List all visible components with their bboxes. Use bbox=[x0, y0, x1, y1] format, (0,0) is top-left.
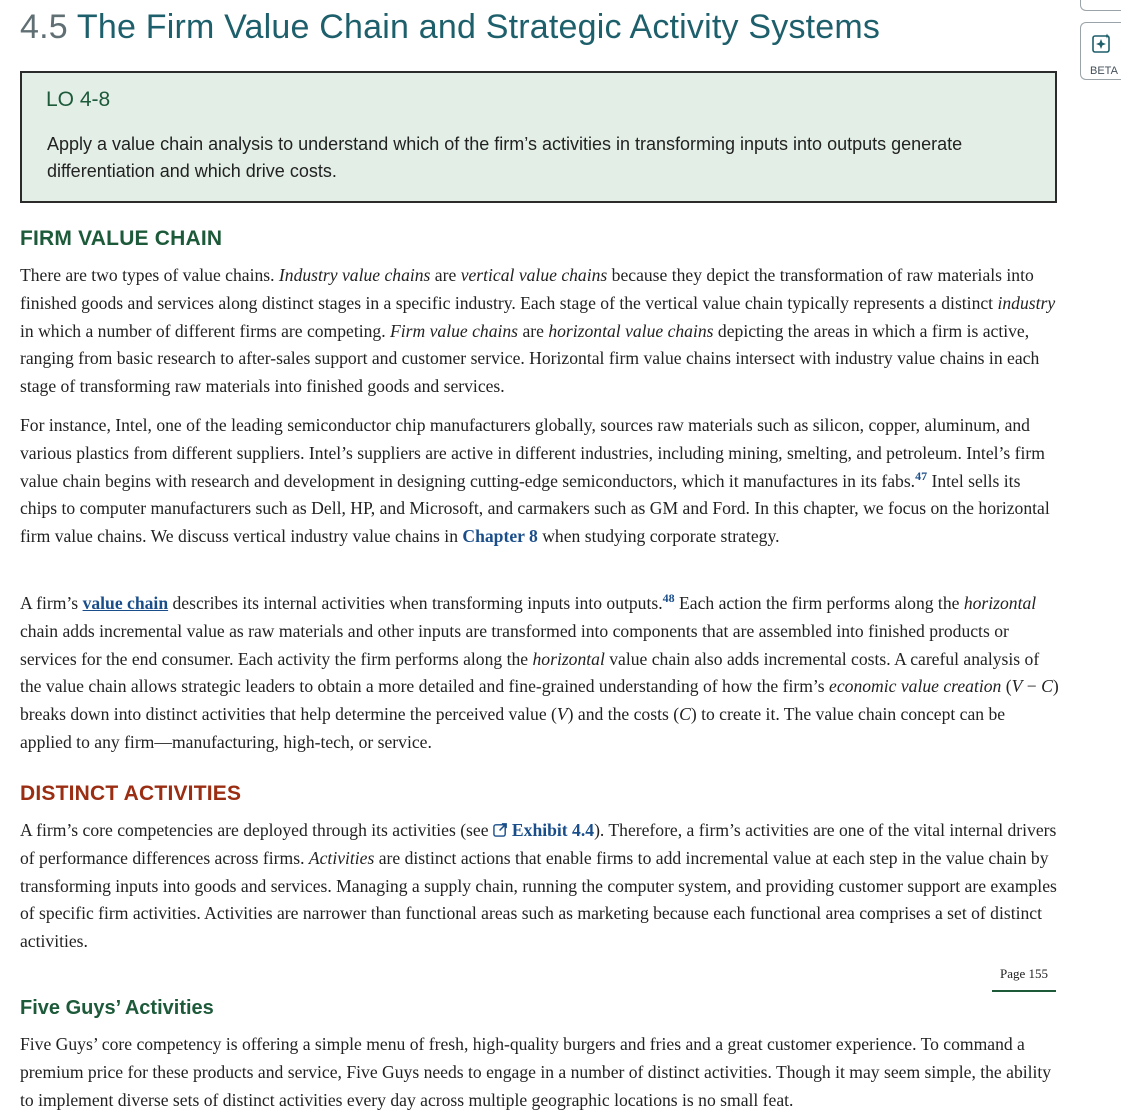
exhibit-4-4-link[interactable] bbox=[493, 820, 594, 840]
five-guys-heading: Five Guys’ Activities bbox=[20, 997, 214, 1019]
distinct-activities-heading: DISTINCT ACTIVITIES bbox=[20, 782, 242, 805]
popup-exhibit-icon bbox=[493, 822, 508, 837]
section-title-text: The Firm Value Chain and Strategic Activity Systems bbox=[76, 8, 881, 46]
firm-value-chain-heading: FIRM VALUE CHAIN bbox=[20, 227, 223, 250]
paragraph-five-guys: Five Guys’ core competency is offering a simple menu of fresh, high-quality burgers and fries and a great customer experience. To command a premium price for these products and service, Five Guys needs to engage in a number of distinct activities. Though it may seem simple, the ability to implement diverse sets of distinct activities every day across multiple geographic locations is no small feat. bbox=[20, 1034, 1052, 1110]
paragraph-intel-example: For instance, Intel, one of the leading semiconductor chip manufacturers globally, sources raw materials such as silicon, copper, aluminum, and various plastics from different suppliers. Intel’s suppliers are active in different industries, including mining, smelting, and petroleum. Intel’s firm value chain begins with research and development in designing cutting-edge semiconductors, which it manufactures in its fabs.$^{47}$ Intel sells its chips to computer manufacturers such as Dell, HP, and Microsoft, and carmakers such as GM and Ford. In this chapter, we focus on the horizontal firm value chains. We discuss vertical industry value chains in Chapter 8 when studying corporate strategy. bbox=[20, 415, 1050, 547]
paragraph-distinct-activities: A firm’s core competencies are deployed through its activities (see Exhibit 4.4). Therefore, a firm’s activities are one of the vital internal drivers of performance differences across firms. Activities are distinct actions that enable firms to add incremental value at each step in the value chain by transforming inputs into goods and services. Managing a supply chain, running the computer system, and providing customer support are examples of specific firm activities. Activities are narrower than functional areas such as marketing because each functional area comprises a set of distinct activities. bbox=[20, 820, 1057, 952]
footnote-48-link[interactable]: 48 bbox=[662, 591, 675, 606]
value-chain-glossary-link[interactable]: value chain bbox=[82, 593, 169, 613]
learning-objective-text: Apply a value chain analysis to understand which of the firm’s activities in transforming inputs into outputs generate differentiation and which drive costs. bbox=[47, 134, 963, 181]
learning-objective-label: LO 4-8 bbox=[46, 88, 111, 111]
footnote-47-link[interactable]: 47 bbox=[915, 468, 928, 483]
paragraph-value-chain-types: There are two types of value chains. Industry value chains are vertical value chains because they depict the transformation of raw materials into finished goods and services along distinct stages in a specific industry. Each stage of the vertical value chain typically represents a distinct industry in which a number of different firms are competing. Firm value chains are horizontal value chains depicting the areas in which a firm is active, ranging from basic research to after-sales support and customer service. Horizontal firm value chains intersect with industry value chains in each stage of transforming raw materials into finished goods and services. bbox=[20, 265, 1056, 397]
paragraph-value-chain-definition: A firm’s value chain describes its internal activities when transforming inputs into outputs.$^{48}$ Each action the firm performs along the horizontal chain adds incremental value as raw materials and other inputs are transformed into components that are assembled into finished products or services for the end consumer. Each activity the firm performs along the horizontal value chain also adds incremental costs. A careful analysis of the value chain allows strategic leaders to obtain a more detailed and fine-grained understanding of how the firm’s economic value creation (V − C) breaks down into distinct activities that help determine the perceived value (V) and the costs (C) to create it. The value chain concept can be applied to any firm—manufacturing, high-tech, or service. bbox=[20, 591, 1059, 752]
top-widget-tab[interactable] bbox=[1080, 0, 1121, 11]
section-title bbox=[20, 8, 880, 47]
beta-label: BETA bbox=[1090, 65, 1118, 77]
ai-assistant-beta-button[interactable] bbox=[1080, 22, 1121, 80]
sparkle-icon bbox=[1092, 33, 1112, 53]
learning-objective-box bbox=[20, 71, 1057, 203]
chapter-8-link[interactable]: Chapter 8 bbox=[462, 526, 538, 547]
exhibit-4-4-label: Exhibit 4.4 bbox=[511, 820, 595, 840]
page-number-marker: Page 155 bbox=[992, 964, 1056, 992]
section-number: 4.5 bbox=[20, 8, 68, 46]
